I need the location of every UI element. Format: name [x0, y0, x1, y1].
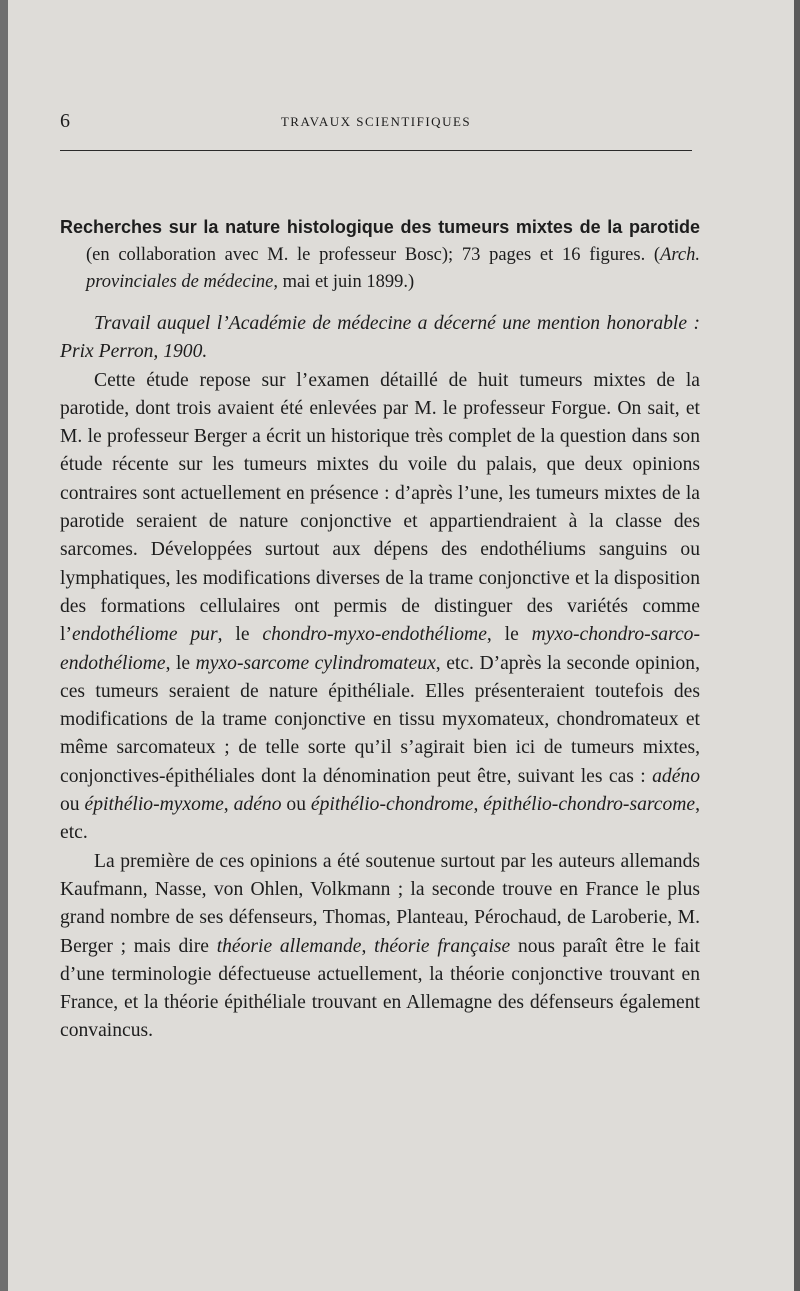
p1-text-c: , etc. [60, 794, 701, 844]
bibliography-entry [60, 214, 700, 296]
award-note: Travail auquel l’Académie de médecine a décerné une mention honorable : Prix Perron, 1900. [60, 313, 700, 363]
body-text [60, 214, 700, 1046]
p1-term-7: adéno [233, 794, 282, 816]
scan-edge [794, 0, 800, 1291]
p1-sep-3: , le [165, 652, 196, 674]
p2-text-a: La première de ces opinions a été soutenue surtout par les auteurs allemands Kaufmann, Nasse, von Ohlen, Volkmann ; la seconde trouve en France le plus grand nombre de ses défenseurs, Thomas, Planteau, Pérochaud, de Laroberie, M. Berger ; mais dire [60, 850, 700, 957]
p1-term-8: épithélio-chondrome [310, 794, 474, 816]
p1-sep-5: , [223, 794, 234, 816]
p1-text-b: , etc. D’après la seconde opinion, ces tumeurs seraient de nature épithéliale. Elles présenteraient toutefois des modifications de la trame conjonctive en tissu myxomateux, chondromateux et même sarcomateux ; de telle sorte qu’il s’agirait bien ici de tumeurs mixtes, conjonctives-épithéliales dont la dénomination peut être, suivant les cas : [60, 652, 700, 787]
p2-sep-1: , [361, 935, 375, 957]
entry-source: Arch. provinciales de médecine [86, 245, 700, 292]
page-number: 6 [60, 110, 70, 132]
header-rule [60, 150, 692, 151]
p1-sep-1: , le [217, 624, 263, 646]
p1-term-1: endothéliome pur [71, 624, 218, 646]
p1-term-6: épithélio-myxome [84, 794, 224, 816]
p2-text-b: nous paraît être le fait d’une terminologie défectueuse actuellement, la théorie conjonctive trouvant en France, et la théorie épithéliale trouvant en Allemagne des défenseurs également convaincus. [60, 935, 700, 1042]
p1-term-5: adéno [652, 765, 700, 787]
running-title: TRAVAUX SCIENTIFIQUES [280, 114, 472, 129]
p1-term-4: myxo-sarcome cylindromateux [195, 652, 436, 674]
p1-text-a: Cette étude repose sur l’examen détaillé de huit tumeurs mixtes de la parotide, dont trois avaient été enlevées par M. le professeur Forgue. On sait, et M. le professeur Berger a écrit un historique très complet de la question dans son étude récente sur les tumeurs mixtes du voile du palais, que deux opinions contraires sont actuellement en présence : d’après l’une, les tumeurs mixtes de la parotide seraient de nature conjonctive et appartiendraient à la classe des sarcomes. Développées surtout aux dépens des endothéliums sanguins ou lymphatiques, les modifications diverses de la trame conjonctive et la disposition des formations cellulaires ont permis de distinguer des variétés comme l’ [60, 369, 700, 646]
book-page [8, 0, 794, 1291]
p2-term-2: théorie française [374, 935, 511, 957]
page-header [60, 110, 692, 132]
p2-term-1: théorie allemande [216, 935, 362, 957]
entry-date: , mai et juin 1899.) [273, 272, 415, 292]
p1-term-9: épithélio-chondro-sarcome [483, 794, 696, 816]
entry-collaboration: (en collaboration avec M. le professeur Bosc); 73 pages et 16 figures. ( [86, 245, 661, 265]
p1-sep-4: ou [60, 794, 85, 816]
entry-title: Recherches sur la nature histologique des tumeurs mixtes de la parotide [60, 217, 700, 237]
p1-sep-2: , le [486, 624, 532, 646]
p1-term-3: myxo-chondro-sarco-endothéliome [60, 624, 700, 674]
p1-sep-7: , [473, 794, 484, 816]
p1-term-2: chondro-myxo-endothéliome [262, 624, 487, 646]
paragraph-2 [60, 848, 700, 1046]
p1-sep-6: ou [281, 794, 311, 816]
paragraph-1 [60, 367, 700, 848]
